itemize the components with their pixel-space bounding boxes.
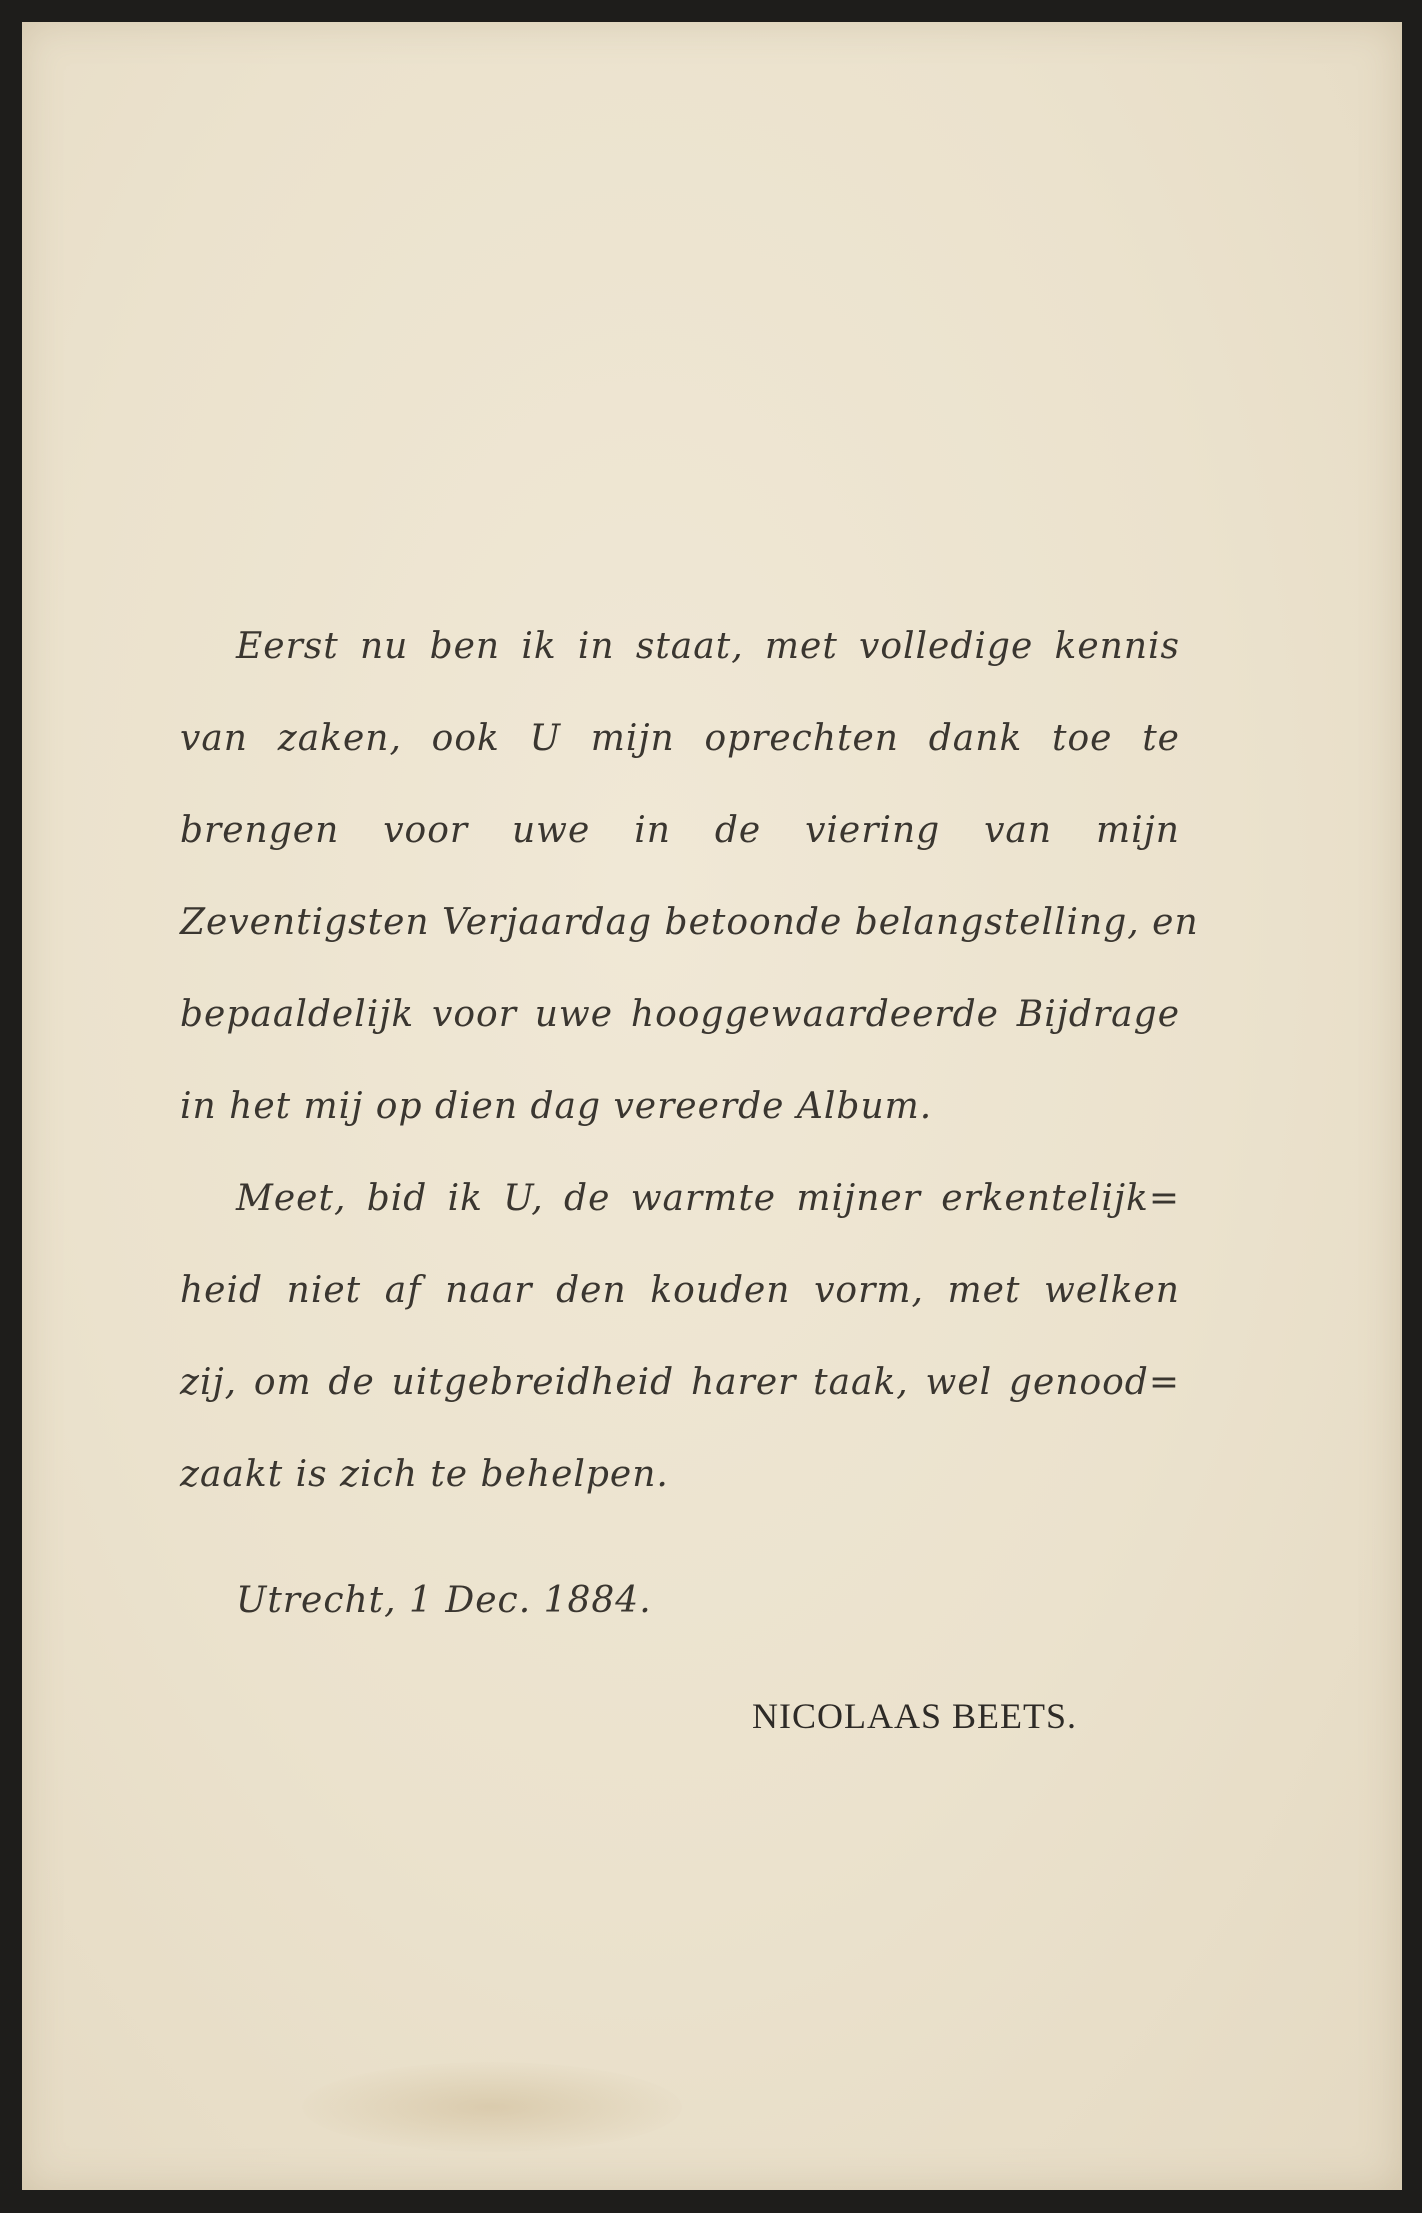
paragraph-2-line-1: Meet, bid ik U, de warmte mijner erkentelijk= <box>236 1178 1180 1219</box>
paragraph-2-line-2: heid niet af naar den kouden vorm, met welken <box>180 1270 1180 1311</box>
paragraph-1-line-2: van zaken, ook U mijn oprechten dank toe te <box>180 718 1180 759</box>
date-line: Utrecht, 1 Dec. 1884. <box>236 1580 652 1621</box>
paragraph-1-line-5: bepaaldelijk voor uwe hooggewaardeerde Bijdrage <box>180 994 1180 1035</box>
paper-stain <box>302 2062 682 2152</box>
paragraph-1-line-6: in het mij op dien dag vereerde Album. <box>180 1086 933 1127</box>
letter-body <box>180 612 1199 1532</box>
paragraph-1-line-4: Zeventigsten Verjaardag betoonde belangstelling, en <box>180 902 1199 943</box>
signature: NICOLAAS BEETS. <box>752 1696 1078 1736</box>
paragraph-2-line-3: zij, om de uitgebreidheid harer taak, wel genood= <box>180 1362 1180 1403</box>
paragraph-1-line-3: brengen voor uwe in de viering van mijn <box>180 810 1180 851</box>
paragraph-2-line-4: zaakt is zich te behelpen. <box>180 1454 669 1495</box>
paragraph-1-line-1: Eerst nu ben ik in staat, met volledige kennis <box>236 626 1180 667</box>
